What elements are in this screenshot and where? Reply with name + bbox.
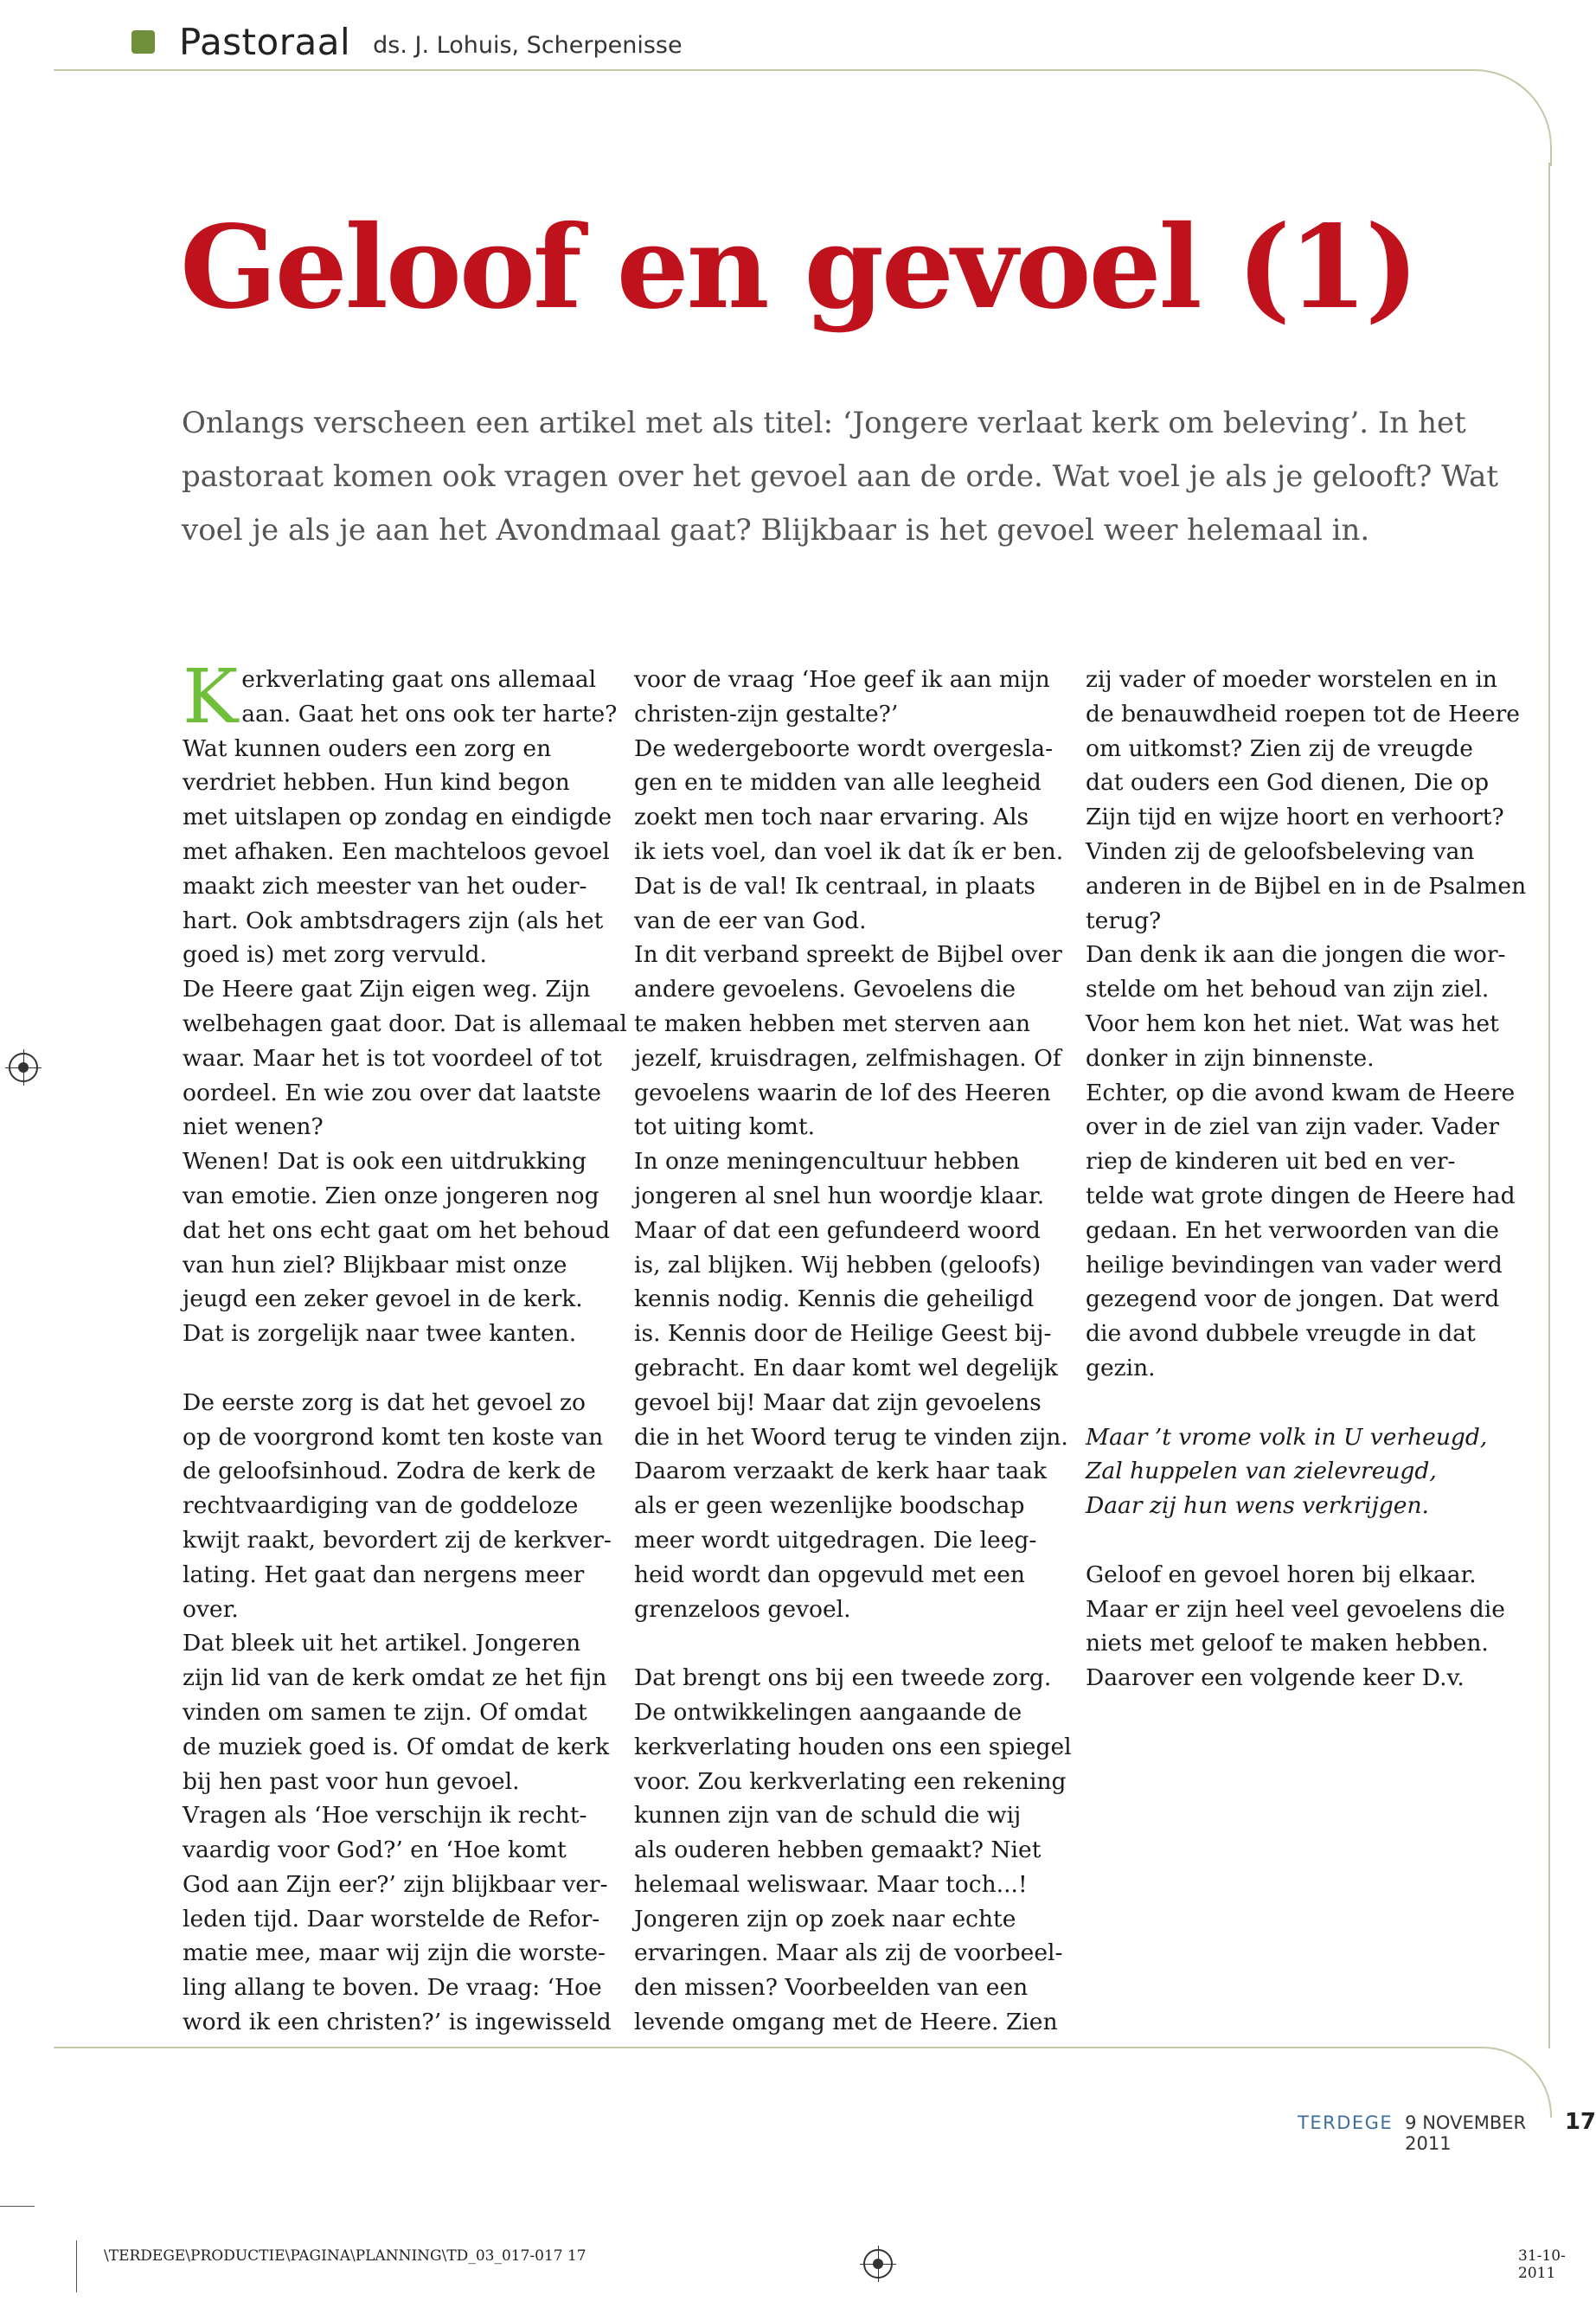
text-line: stelde om het behoud van zijn ziel.	[1086, 976, 1490, 1003]
article-lead: Onlangs verscheen een artikel met als titel: ‘Jongere verlaat kerk om beleving’. In het pastoraat komen ook vragen over het gevoel aan de orde. Wat voel je als je gelooft? Wat voel je als je aan het Avondmaal gaat? Blijkbaar is het gevoel weer helemaal in.	[182, 406, 1499, 548]
text-line: gen en te midden van alle leegheid	[634, 769, 1042, 797]
text-line: Geloof en gevoel horen bij elkaar.	[1086, 1561, 1477, 1588]
text-line: word ik een christen?’ is ingewisseld	[183, 2009, 612, 2036]
registration-mark-icon	[9, 1053, 38, 1082]
frame-line-top	[54, 69, 1552, 166]
frame-line-right	[1548, 163, 1550, 2048]
text-line: grenzeloos gevoel.	[634, 1595, 851, 1623]
article-column-3	[1086, 663, 1527, 1695]
text-line: In onze meningencultuur hebben	[634, 1148, 1020, 1176]
text-line: heilige bevindingen van vader werd	[1086, 1251, 1503, 1279]
registration-mark-icon	[863, 2249, 893, 2279]
text-line: is. Kennis door de Heilige Geest bij-	[634, 1320, 1052, 1348]
text-line: andere gevoelens. Gevoelens die	[634, 976, 1016, 1003]
print-slug-date: 31-10-2011	[1518, 2247, 1566, 2282]
section-marker	[131, 30, 155, 54]
text-line: De Heere gaat Zijn eigen weg. Zijn	[183, 976, 591, 1003]
text-line: meer wordt uitgedragen. Die leeg-	[634, 1526, 1037, 1554]
drop-cap: K	[183, 654, 239, 740]
text-line: waar. Maar het is tot voordeel of tot	[183, 1044, 602, 1072]
text-line: met afhaken. Een machteloos gevoel	[183, 837, 610, 865]
text-line: gedaan. En het verwoorden van die	[1086, 1216, 1499, 1244]
page-footer	[1298, 2109, 1596, 2154]
closing-paragraph	[1086, 1558, 1518, 1695]
text-line: vinden om samen te zijn. Of omdat	[183, 1698, 587, 1726]
text-line: erkverlating gaat ons allemaal	[241, 666, 597, 693]
text-line: die in het Woord terug te vinden zijn.	[634, 1423, 1068, 1451]
trim-mark	[0, 2206, 35, 2207]
article-column-2	[634, 663, 1072, 2040]
text-line: jongeren al snel hun woordje klaar.	[634, 1182, 1045, 1209]
text-line: dat ouders een God dienen, Die op	[1086, 769, 1490, 797]
text-line: telde wat grote dingen de Heere had	[1086, 1182, 1516, 1209]
text-line: Echter, op die avond kwam de Heere	[1086, 1079, 1516, 1106]
text-line: tot uiting komt.	[634, 1113, 816, 1141]
text-line: niet wenen?	[183, 1113, 324, 1141]
column-2-lines	[634, 663, 1072, 2040]
text-line: anderen in de Bijbel en in de Psalmen	[1086, 872, 1527, 900]
text-line: helemaal weliswaar. Maar toch...!	[634, 1870, 1028, 1898]
text-line: kerkverlating houden ons een spiegel	[634, 1733, 1072, 1760]
text-line: dat het ons echt gaat om het behoud	[183, 1216, 611, 1244]
text-line: te maken hebben met sterven aan	[634, 1009, 1031, 1037]
text-line: Dat brengt ons bij een tweede zorg.	[634, 1664, 1052, 1692]
text-line: Dan denk ik aan die jongen die wor-	[1086, 941, 1506, 969]
text-line: Dat is zorgelijk naar twee kanten.	[183, 1320, 577, 1348]
text-line: Daarom verzaakt de kerk haar taak	[634, 1458, 1048, 1485]
text-line: ling allang te boven. De vraag: ‘Hoe	[183, 1974, 602, 2002]
text-line: vaardig voor God?’ en ‘Hoe komt	[183, 1836, 567, 1864]
text-line: lating. Het gaat dan nergens meer	[183, 1561, 585, 1588]
text-line: kunnen zijn van de schuld die wij	[634, 1802, 1022, 1830]
text-line: als ouderen hebben gemaakt? Niet	[634, 1836, 1042, 1864]
text-line: zoekt men toch naar ervaring. Als	[634, 804, 1029, 831]
column-3-lines	[1086, 663, 1527, 1420]
text-line: Voor hem kon het niet. Wat was het	[1086, 1009, 1499, 1037]
text-line: oordeel. En wie zou over dat laatste	[183, 1079, 601, 1106]
text-line: hart. Ook ambtsdragers zijn (als het	[183, 907, 604, 934]
text-line: riep de kinderen uit bed en ver-	[1086, 1148, 1456, 1176]
text-line: donker in zijn binnenste.	[1086, 1044, 1375, 1072]
text-line: voor de vraag ‘Hoe geef ik aan mijn	[634, 666, 1050, 693]
text-line: zijn lid van de kerk omdat ze het fijn	[183, 1664, 607, 1692]
text-line: Dat bleek uit het artikel. Jongeren	[183, 1630, 581, 1657]
text-line: Wat kunnen ouders een zorg en	[183, 734, 552, 762]
text-line: als er geen wezenlijke boodschap	[634, 1492, 1025, 1520]
page-header	[131, 16, 683, 67]
text-line: over.	[183, 1595, 239, 1623]
text-line: met uitslapen op zondag en eindigde	[183, 804, 612, 831]
text-line: de muziek goed is. Of omdat de kerk	[183, 1733, 610, 1760]
text-line: maakt zich meester van het ouder-	[183, 872, 587, 900]
text-line: jezelf, kruisdragen, zelfmishagen. Of	[634, 1044, 1061, 1072]
text-line: Zal huppelen van zielevreugd,	[1086, 1458, 1437, 1485]
text-line: Daarover een volgende keer D.v.	[1086, 1664, 1465, 1692]
text-line: van hun ziel? Blijkbaar mist onze	[183, 1251, 567, 1279]
text-line: Daar zij hun wens verkrijgen.	[1086, 1492, 1429, 1520]
text-line	[183, 1351, 615, 1386]
text-line: De ontwikkelingen aangaande de	[634, 1698, 1022, 1726]
text-line: Wenen! Dat is ook een uitdrukking	[183, 1148, 587, 1176]
text-line: matie mee, maar wij zijn die worste-	[183, 1939, 606, 1967]
text-line: van de eer van God.	[634, 907, 867, 934]
text-line	[1086, 1386, 1518, 1420]
text-line: om uitkomst? Zien zij de vreugde	[1086, 734, 1473, 762]
text-line: gevoelens waarin de lof des Heeren	[634, 1079, 1051, 1106]
text-line: Zijn tijd en wijze hoort en verhoort?	[1086, 804, 1504, 831]
text-line: gebracht. En daar komt wel degelijk	[634, 1354, 1058, 1381]
text-line: de benauwdheid roepen tot de Heere	[1086, 700, 1520, 727]
text-line: van emotie. Zien onze jongeren nog	[183, 1182, 599, 1209]
text-line: Vinden zij de geloofsbeleving van	[1086, 837, 1475, 865]
page-number: 17	[1564, 2109, 1596, 2135]
print-slug-path: \TERDEGE\PRODUCTIE\PAGINA\PLANNING\TD_03_017-017 17	[104, 2247, 586, 2265]
text-line: God aan Zijn eer?’ zijn blijkbaar ver-	[183, 1870, 608, 1898]
blank-line	[1086, 1523, 1518, 1558]
text-line: Dat is de val! Ik centraal, in plaats	[634, 872, 1036, 900]
text-line: over in de ziel van zijn vader. Vader	[1086, 1113, 1499, 1141]
text-line: Jongeren zijn op zoek naar echte	[634, 1905, 1016, 1932]
text-line: voor. Zou kerkverlating een rekening	[634, 1767, 1067, 1795]
text-line: den missen? Voorbeelden van een	[634, 1974, 1029, 2002]
text-line: de geloofsinhoud. Zodra de kerk de	[183, 1458, 596, 1485]
text-line: In dit verband spreekt de Bijbel over	[634, 941, 1062, 969]
text-line: niets met geloof te maken hebben.	[1086, 1630, 1489, 1657]
text-line: ervaringen. Maar als zij de voorbeel-	[634, 1939, 1063, 1967]
text-line: Vragen als ‘Hoe verschijn ik recht-	[183, 1802, 587, 1830]
text-line: leden tijd. Daar worstelde de Refor-	[183, 1905, 600, 1932]
text-line: Maar er zijn heel veel gevoelens die	[1086, 1595, 1505, 1623]
text-line: welbehagen gaat door. Dat is allemaal	[183, 1009, 627, 1037]
section-label: Pastoraal	[179, 20, 351, 63]
text-line: Maar of dat een gefundeerd woord	[634, 1216, 1041, 1244]
text-line	[634, 1626, 1067, 1661]
publication-name: TERDEGE	[1298, 2112, 1394, 2133]
text-line: die avond dubbele vreugde in dat	[1086, 1320, 1476, 1348]
issue-date: 9 NOVEMBER 2011	[1405, 2112, 1527, 2154]
frame-line-bottom	[54, 2047, 1552, 2118]
text-line: gezin.	[1086, 1354, 1156, 1381]
text-line: op de voorgrond komt ten koste van	[183, 1423, 604, 1451]
text-line: goed is) met zorg vervuld.	[183, 941, 487, 969]
text-line: gezegend voor de jongen. Dat werd	[1086, 1285, 1500, 1313]
text-line: aan. Gaat het ons ook ter harte?	[241, 700, 618, 727]
text-line: christen-zijn gestalte?’	[634, 700, 899, 727]
text-line: zij vader of moeder worstelen en in	[1086, 666, 1497, 693]
text-line: kwijt raakt, bevordert zij de kerkver-	[183, 1526, 612, 1554]
column-1-lines	[183, 654, 627, 2040]
text-line: bij hen past voor hun gevoel.	[183, 1767, 520, 1795]
trim-mark	[76, 2240, 77, 2292]
author-byline: ds. J. Lohuis, Scherpenisse	[373, 31, 683, 59]
text-line: kennis nodig. Kennis die geheiligd	[634, 1285, 1035, 1313]
text-line: terug?	[1086, 907, 1162, 934]
text-line: heid wordt dan opgevuld met een	[634, 1561, 1025, 1588]
text-line: De eerste zorg is dat het gevoel zo	[183, 1388, 586, 1416]
article-title: Geloof en gevoel (1)	[180, 201, 1417, 335]
text-line: Maar ’t vrome volk in U verheugd,	[1086, 1423, 1488, 1451]
text-line: De wedergeboorte wordt overgesla-	[634, 734, 1054, 762]
text-line: levende omgang met de Heere. Zien	[634, 2009, 1058, 2036]
psalm-verse	[1086, 1420, 1518, 1523]
text-line: is, zal blijken. Wij hebben (geloofs)	[634, 1251, 1042, 1279]
text-line: verdriet hebben. Hun kind begon	[183, 769, 570, 797]
text-line: rechtvaardiging van de goddeloze	[183, 1492, 579, 1520]
text-line: jeugd een zeker gevoel in de kerk.	[183, 1285, 583, 1313]
text-line: gevoel bij! Maar dat zijn gevoelens	[634, 1388, 1042, 1416]
text-line: ik iets voel, dan voel ik dat ík er ben.	[634, 837, 1064, 865]
article-column-1	[183, 654, 627, 2040]
